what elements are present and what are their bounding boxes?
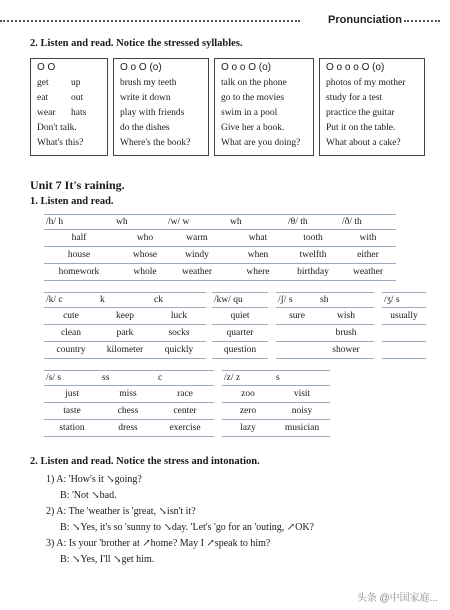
phonics-table-s: /s/ s ss c just miss race taste chess center station dress exercise (44, 370, 214, 437)
section-title-intonation: 2. Listen and read. Notice the stress and intonation. (30, 456, 260, 467)
page-header (0, 14, 450, 28)
stress-row: swim in a pool (221, 108, 278, 118)
stress-row: study for a test (326, 93, 383, 103)
dialogue-line-a: 2) A: The 'weather is 'great, ↘isn't it? (46, 506, 196, 517)
stress-row: Put it on the table. (326, 123, 396, 133)
stress-row: What's this? (37, 138, 84, 148)
stress-row: What are you doing? (221, 138, 301, 148)
stress-box-4 (319, 58, 425, 156)
dialogue-line-a: 1) A: 'How's it ↘going? (46, 474, 142, 485)
phonics-table-kw: /kw/ qu quiet quarter question (212, 292, 268, 359)
stress-row: get up (37, 78, 81, 88)
stress-row: Give her a book. (221, 123, 285, 133)
phonics-table-th: /θ/ th /ð/ th tooth with twelfth either birthday weather (286, 214, 396, 281)
dialogue-line-b: B: ↘Yes, I'll ↘get him. (60, 554, 155, 565)
watermark: 头条 @中国家庭... (356, 593, 438, 604)
stress-row: talk on the phone (221, 78, 287, 88)
phonics-table-h: /h/ h wh half who house whose homework whole (44, 214, 176, 281)
stress-row: go to the movies (221, 93, 285, 103)
header-dotted-rule-end (404, 20, 440, 22)
stress-row: brush my teeth (120, 78, 177, 88)
header-title: Pronunciation (324, 14, 406, 26)
stress-marks: O o O (o) (120, 62, 162, 73)
stress-row: eat out (37, 93, 84, 103)
stress-row: write it down (120, 93, 171, 103)
stress-row: Don't talk. (37, 123, 77, 133)
stress-row: photos of my mother (326, 78, 406, 88)
stress-marks: O O (37, 62, 56, 73)
unit-title: Unit 7 It's raining. (30, 178, 125, 192)
phonics-table-w: /w/ w wh warm what windy when weather where (166, 214, 288, 281)
section-title-stress: 2. Listen and read. Notice the stressed syllables. (30, 38, 243, 49)
dialogue-list (46, 472, 314, 568)
stress-row: do the dishes (120, 123, 170, 133)
header-dotted-rule (0, 20, 300, 22)
stress-marks: O o o O (o) (221, 62, 272, 73)
phonics-table-zh: /ʒ/ s usually (382, 292, 426, 359)
dialogue-line-a: 3) A: Is your 'brother at ↗home? May I ↗speak to him? (46, 538, 271, 549)
phonics-table-z: /z/ z s zoo visit zero noisy lazy musician (222, 370, 330, 437)
stress-row: Where's the book? (120, 138, 191, 148)
stress-box-2 (113, 58, 209, 156)
section-title-listen: 1. Listen and read. (30, 196, 114, 207)
stress-marks: O o o o O (o) (326, 62, 385, 73)
dialogue-line-b: B: ↘Yes, it's so 'sunny to ↘day. 'Let's 'go for an 'outing, ↗OK? (60, 522, 314, 533)
phonics-table-sh: /ʃ/ s sh sure wish brush shower (276, 292, 374, 359)
stress-row: wear hats (37, 108, 87, 118)
dialogue-line-b: B: 'Not ↘bad. (60, 490, 117, 501)
phonics-table-k: /k/ c k ck cute keep luck clean park socks country kilometer quickly (44, 292, 206, 359)
stress-box-1 (30, 58, 108, 156)
stress-row: practice the guitar (326, 108, 395, 118)
stress-row: play with friends (120, 108, 185, 118)
stress-box-3 (214, 58, 314, 156)
stress-row: What about a cake? (326, 138, 401, 148)
